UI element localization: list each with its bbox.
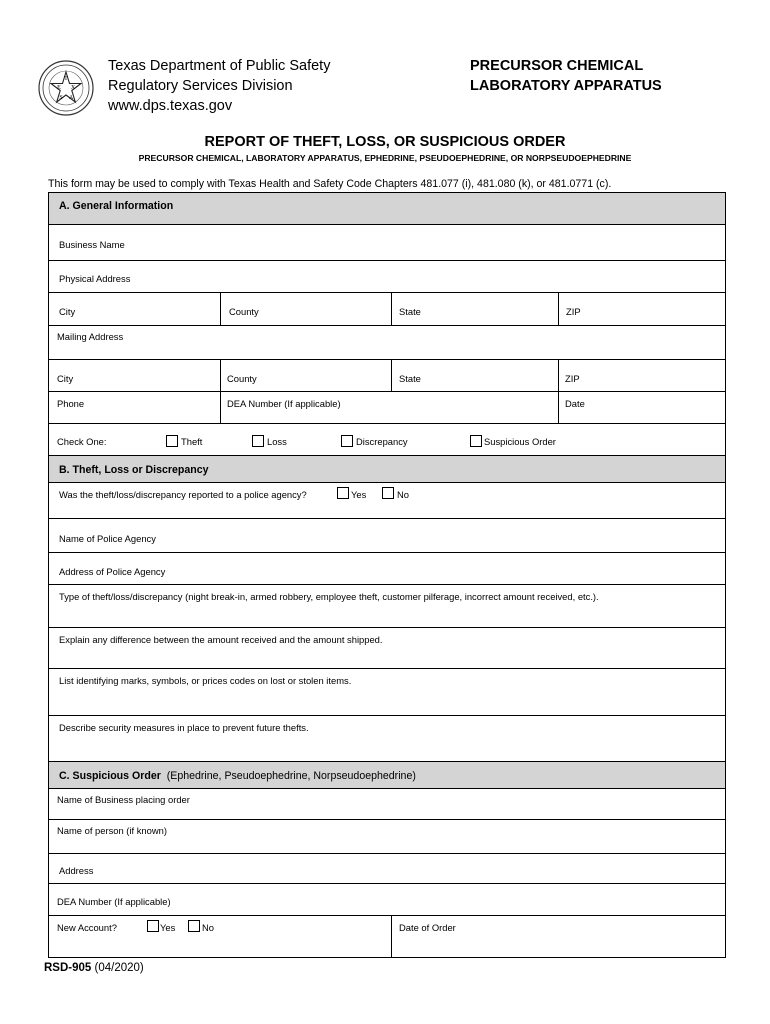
- phone-label: Phone: [57, 398, 85, 409]
- texas-dps-seal-icon: [38, 60, 94, 116]
- new-account-yes-checkbox[interactable]: [147, 920, 159, 932]
- police-reported-yes-label: Yes: [351, 489, 367, 500]
- new-account-no-checkbox[interactable]: [188, 920, 200, 932]
- date-label: Date: [565, 398, 585, 409]
- suspicious-order-option-label: Suspicious Order: [484, 436, 556, 447]
- city-label: City: [59, 306, 76, 317]
- order-address-label: Address: [59, 865, 94, 876]
- theft-option-label: Theft: [181, 436, 203, 447]
- seal-letter: X: [70, 85, 76, 91]
- agency-website: www.dps.texas.gov: [108, 98, 233, 114]
- section-c-title-note: (Ephedrine, Pseudoephedrine, Norpseudoephedrine): [166, 770, 416, 782]
- business-name-label: Business Name: [59, 239, 125, 250]
- section-c-title: C. Suspicious Order: [59, 770, 161, 782]
- discrepancy-checkbox[interactable]: [341, 435, 353, 447]
- police-reported-no-label: No: [397, 489, 409, 500]
- seal-letter: A: [68, 95, 74, 101]
- form-title-line2: LABORATORY APPARATUS: [470, 78, 662, 94]
- intro-text: This form may be used to comply with Texas Health and Safety Code Chapters 481.077 (i), 481.080 (k), or 481.0771 (c).: [48, 178, 612, 190]
- mailing-zip-label: ZIP: [565, 373, 580, 384]
- identifying-marks-label: List identifying marks, symbols, or prices codes on lost or stolen items.: [59, 675, 352, 686]
- form-code: RSD-905: [44, 962, 92, 974]
- zip-label: ZIP: [566, 306, 581, 317]
- date-of-order-label: Date of Order: [399, 922, 456, 933]
- county-label: County: [229, 306, 259, 317]
- seal-letter: E: [57, 85, 61, 91]
- form-footer: [44, 962, 144, 974]
- form-revision: (04/2020): [94, 962, 144, 974]
- amount-difference-label: Explain any difference between the amount received and the amount shipped.: [59, 634, 383, 645]
- new-account-no-label: No: [202, 922, 214, 933]
- loss-checkbox[interactable]: [252, 435, 264, 447]
- security-measures-label: Describe security measures in place to prevent future thefts.: [59, 722, 309, 733]
- agency-block: [108, 56, 330, 116]
- report-title: REPORT OF THEFT, LOSS, OR SUSPICIOUS ORDER: [204, 134, 566, 150]
- police-reported-question: Was the theft/loss/discrepancy reported to a police agency?: [59, 489, 307, 500]
- physical-address-label: Physical Address: [59, 273, 131, 284]
- mailing-county-label: County: [227, 373, 257, 384]
- section-c-header: [49, 762, 725, 788]
- theft-type-label: Type of theft/loss/discrepancy (night break-in, armed robbery, employee theft, customer pilferage, incorrect amount received, etc.).: [59, 591, 599, 602]
- seal-letter: T: [64, 76, 68, 82]
- police-reported-no-checkbox[interactable]: [382, 487, 394, 499]
- person-name-label: Name of person (if known): [57, 825, 167, 836]
- discrepancy-option-label: Discrepancy: [356, 436, 408, 447]
- mailing-state-label: State: [399, 373, 421, 384]
- theft-checkbox[interactable]: [166, 435, 178, 447]
- new-account-yes-label: Yes: [160, 922, 176, 933]
- dea-number-label: DEA Number (If applicable): [227, 398, 341, 409]
- mailing-address-label: Mailing Address: [57, 331, 124, 342]
- division-name: Regulatory Services Division: [108, 78, 293, 94]
- police-agency-name-label: Name of Police Agency: [59, 533, 156, 544]
- order-dea-number-label: DEA Number (If applicable): [57, 896, 171, 907]
- form-title-line1: PRECURSOR CHEMICAL: [470, 58, 644, 74]
- form-title: [470, 56, 662, 96]
- new-account-label: New Account?: [57, 922, 117, 933]
- report-subtitle: PRECURSOR CHEMICAL, LABORATORY APPARATUS, EPHEDRINE, PSEUDOEPHEDRINE, OR NORPSEUDOEPHEDRINE: [138, 153, 632, 163]
- business-placing-order-label: Name of Business placing order: [57, 794, 190, 805]
- seal-letter: S: [59, 95, 63, 101]
- report-form: [48, 192, 726, 958]
- loss-option-label: Loss: [267, 436, 287, 447]
- police-reported-yes-checkbox[interactable]: [337, 487, 349, 499]
- agency-name: Texas Department of Public Safety: [108, 58, 331, 74]
- police-agency-address-label: Address of Police Agency: [59, 566, 166, 577]
- check-one-label: Check One:: [57, 436, 107, 447]
- suspicious-order-checkbox[interactable]: [470, 435, 482, 447]
- state-label: State: [399, 306, 421, 317]
- section-b-header: B. Theft, Loss or Discrepancy: [49, 456, 725, 482]
- section-a-header: A. General Information: [49, 193, 725, 224]
- mailing-city-label: City: [57, 373, 74, 384]
